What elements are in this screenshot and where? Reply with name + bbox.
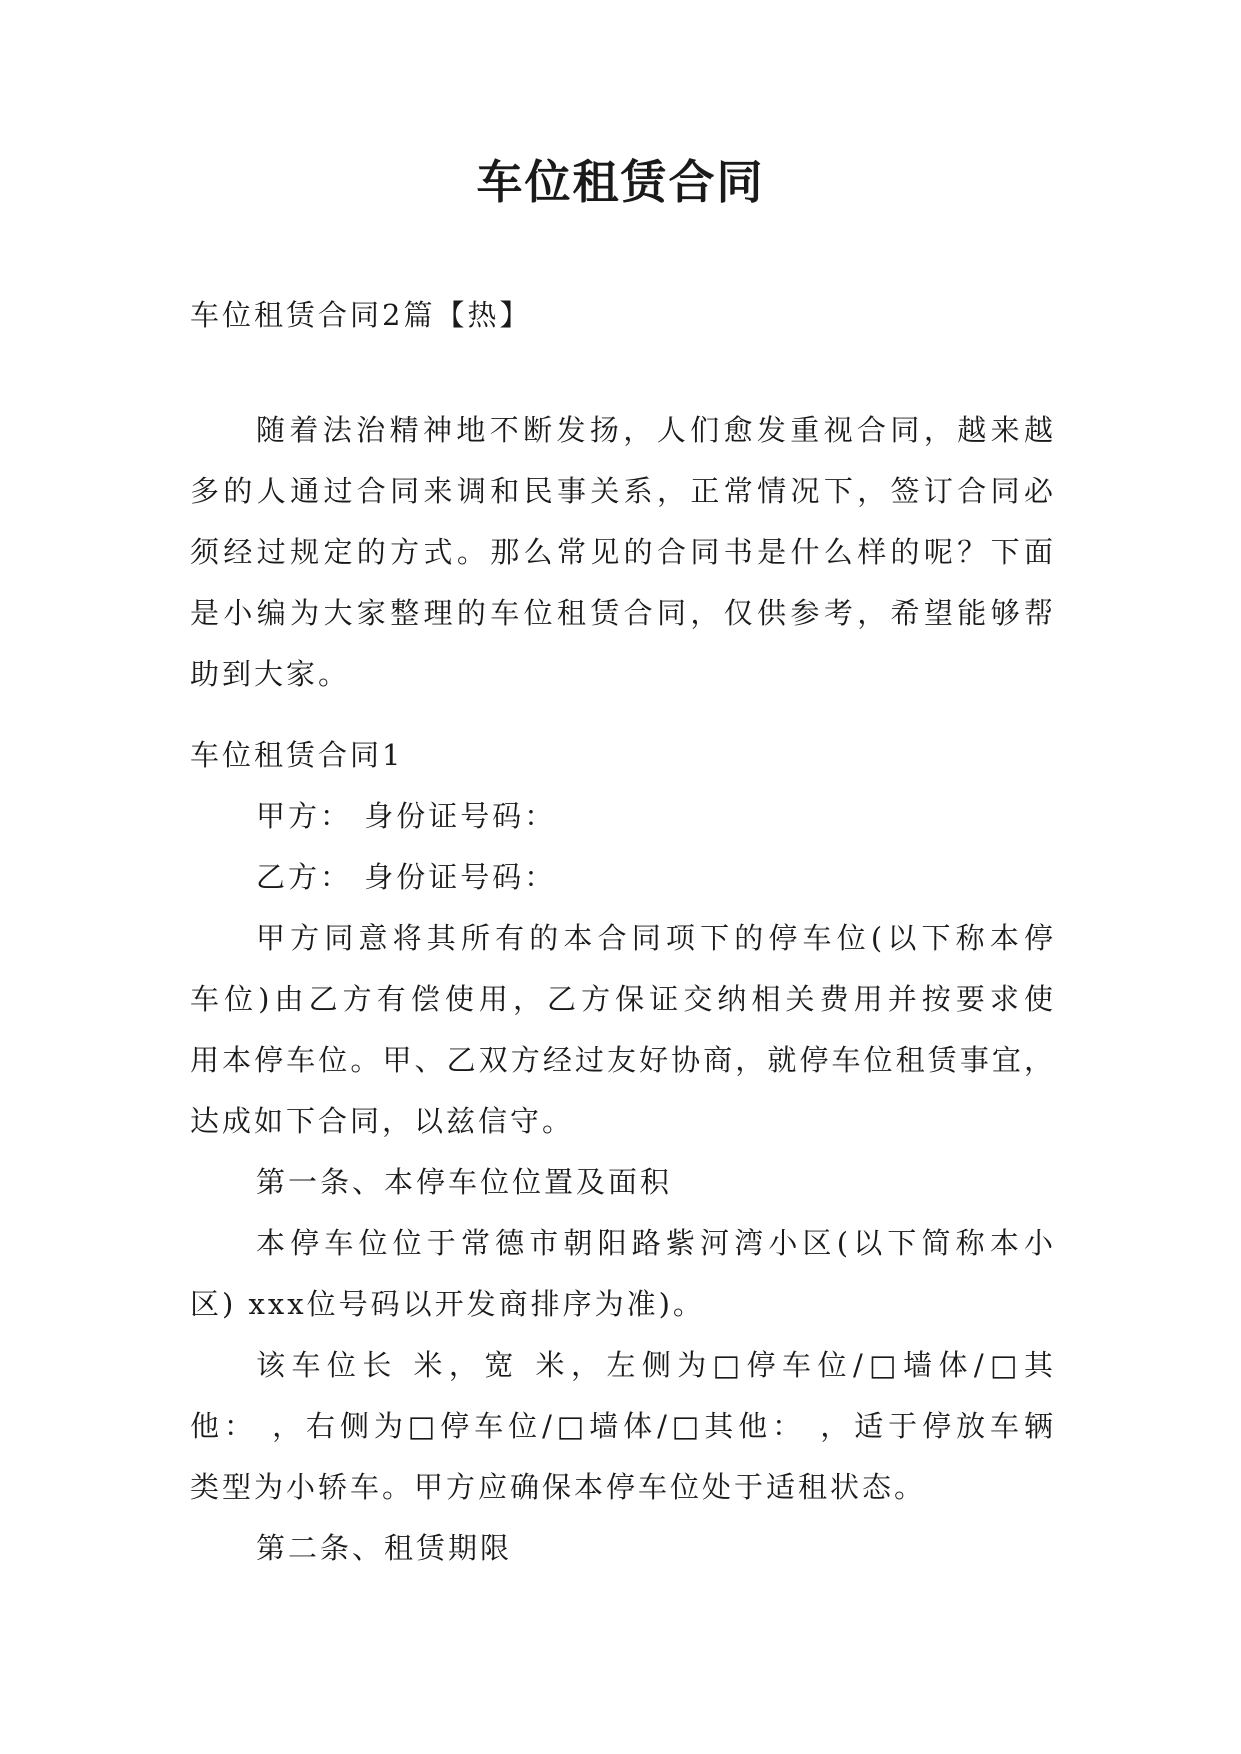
intro-line: 助到大家。: [190, 657, 351, 691]
contract-1-section: [190, 725, 1056, 1579]
party-b-line: 乙方： 身份证号码：: [256, 860, 557, 894]
contract-1-heading: 车位租赁合同1: [190, 738, 404, 772]
size-line: 类型为小轿车。甲方应确保本停车位处于适租状态。: [190, 1470, 927, 1504]
location-line: 本停车位位于常德市朝阳路紫河湾小区(以下简称本小: [256, 1226, 1056, 1260]
size-line: 该车位长 米，宽 米，左侧为□停车位/□墙体/□其: [256, 1348, 1056, 1382]
document-title: 车位租赁合同: [476, 155, 765, 209]
subtitle-line: 车位租赁合同2篇【热】: [190, 298, 532, 332]
location-line: 区) xxx位号码以开发商排序为准)。: [190, 1287, 705, 1321]
party-a-line: 甲方： 身份证号码：: [256, 799, 557, 833]
intro-line: 多的人通过合同来调和民事关系，正常情况下，签订合同必: [190, 474, 1056, 508]
agreement-line: 甲方同意将其所有的本合同项下的停车位(以下称本停: [256, 921, 1056, 955]
intro-line: 须经过规定的方式。那么常见的合同书是什么样的呢？下面: [190, 535, 1056, 569]
article-2-heading: 第二条、租赁期限: [256, 1531, 513, 1565]
agreement-line: 达成如下合同，以兹信守。: [190, 1104, 575, 1138]
intro-line: 是小编为大家整理的车位租赁合同，仅供参考，希望能够帮: [190, 596, 1056, 630]
document-subtitle: [190, 285, 1056, 346]
agreement-line: 用本停车位。甲、乙双方经过友好协商，就停车位租赁事宜，: [190, 1043, 1056, 1077]
intro-line: 随着法治精神地不断发扬，人们愈发重视合同，越来越: [256, 413, 1056, 447]
agreement-line: 车位)由乙方有偿使用，乙方保证交纳相关费用并按要求使: [190, 982, 1056, 1016]
intro-paragraph: [190, 400, 1056, 705]
article-1-heading: 第一条、本停车位位置及面积: [256, 1165, 673, 1199]
size-line: 他： ，右侧为□停车位/□墙体/□其他： ，适于停放车辆: [190, 1409, 1056, 1443]
